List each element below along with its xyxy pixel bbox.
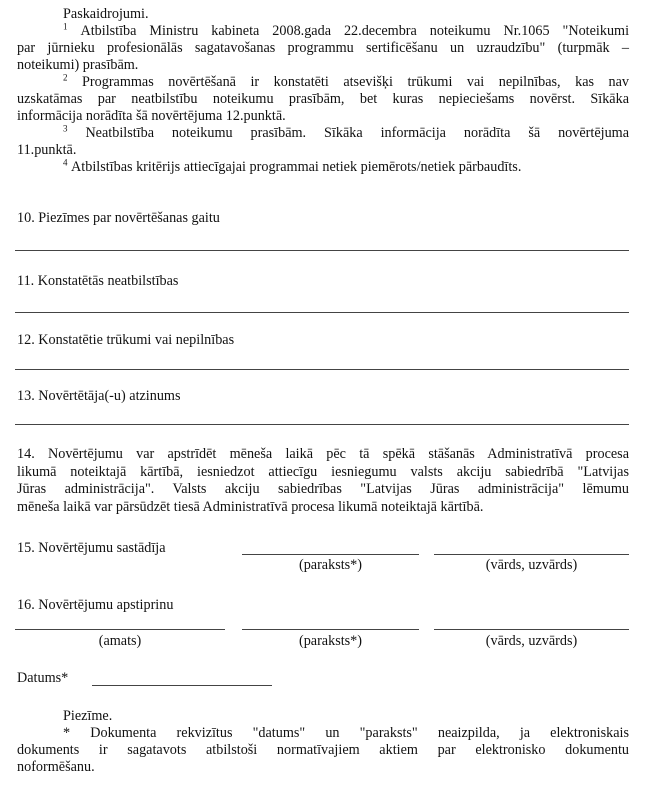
section-16-label: 16. Novērtējumu apstiprinu [17, 597, 174, 613]
note-2-line-3: informācija norādīta šā novērtējuma 12.punktā. [17, 108, 286, 124]
section-16-name-line[interactable] [434, 629, 629, 630]
footnote-line-1: * Dokumenta rekvizītus "datums" un "paraksts" neaizpilda, ja elektroniskais [63, 725, 629, 741]
section-12-label: 12. Konstatētie trūkumi vai nepilnības [17, 332, 235, 348]
note-1-line-1: $^1$ Atbilstība Ministru kabineta 2008.gada 22.decembra noteikumu Nr.1065 "Noteikumi [63, 21, 630, 39]
section-14-line-4: mēneša laikā var pārsūdzēt tiesā Administratīvā procesa likumā noteiktajā kārtībā. [17, 498, 484, 515]
section-16-signature-line[interactable] [242, 629, 419, 630]
section-15-signature-line[interactable] [242, 554, 419, 555]
note-2-line-2: uzskatāmas par neatbilstību noteikumu prasībām, bet kuras nepieciešams novērst. Sīkāka [17, 91, 629, 107]
section-10-line[interactable] [15, 250, 629, 251]
section-14-line-2: likumā noteiktajā kārtībā, iesniedzot attiecīgu iesniegumu valsts akciju sabiedrībā "Latvijas [17, 463, 629, 480]
section-16-position-caption: (amats) [98, 633, 142, 649]
date-label: Datums* [17, 670, 69, 686]
footnote-heading: Piezīme. [63, 708, 113, 724]
explanations-block [17, 6, 629, 176]
section-15-signature-caption: (paraksts*) [298, 557, 363, 573]
section-14-paragraph [17, 446, 629, 516]
footnote-line-3: noformēšanu. [17, 759, 95, 775]
date-line[interactable] [92, 685, 272, 686]
note-3-line-1: $^3$ Neatbilstība noteikumu prasībām. Sīkāka informācija norādīta šā novērtējuma [63, 123, 629, 141]
note-4-marker: 4 [63, 157, 68, 168]
section-13-label: 13. Novērtētāja(-u) atzinums [17, 388, 181, 404]
note-1-marker: 1 [63, 21, 68, 32]
section-14-line-3: Jūras administrācija". Valsts akciju sabiedrības "Latvijas Jūras administrācija" lēmumu [17, 481, 629, 497]
section-15-name-caption: (vārds, uzvārds) [485, 557, 578, 573]
section-13-line[interactable] [15, 424, 629, 425]
section-14-line-1: 14. Novērtējumu var apstrīdēt mēneša laikā pēc tā spēkā stāšanās Administratīvā procesa [17, 446, 629, 462]
note-3-line-2: 11.punktā. [17, 142, 77, 158]
section-16-name-caption: (vārds, uzvārds) [485, 633, 578, 649]
section-15-label: 15. Novērtējumu sastādīja [17, 540, 166, 556]
section-16-position-line[interactable] [15, 629, 225, 630]
explanations-heading: Paskaidrojumi. [63, 6, 149, 22]
section-12-line[interactable] [15, 369, 629, 370]
note-4-line-1: $^4$ Atbilstības kritērijs attiecīgajai programmai netiek piemērots/netiek pārbaudīts. [63, 157, 522, 175]
section-15-name-line[interactable] [434, 554, 629, 555]
section-10-label: 10. Piezīmes par novērtēšanas gaitu [17, 210, 220, 226]
note-1-line-3: noteikumi) prasībām. [17, 57, 139, 73]
note-2-line-1: $^2$ Programmas novērtēšanā ir konstatēti atsevišķi trūkumi vai nepilnības, kas nav [63, 72, 630, 90]
footnote-block [17, 708, 629, 776]
note-1-line-2: par jūrnieku profesionālās sagatavošanas programmu sertificēšanu un uzraudzību" (turpmāk – [17, 40, 629, 56]
section-11-line[interactable] [15, 312, 629, 313]
section-11-label: 11. Konstatētās neatbilstības [17, 273, 179, 289]
section-16-signature-caption: (paraksts*) [298, 633, 363, 649]
note-2-marker: 2 [63, 72, 68, 83]
footnote-line-2: dokuments ir sagatavots atbilstoši normatīvajiem aktiem par elektronisko dokumentu [17, 742, 629, 758]
note-3-marker: 3 [63, 123, 68, 134]
